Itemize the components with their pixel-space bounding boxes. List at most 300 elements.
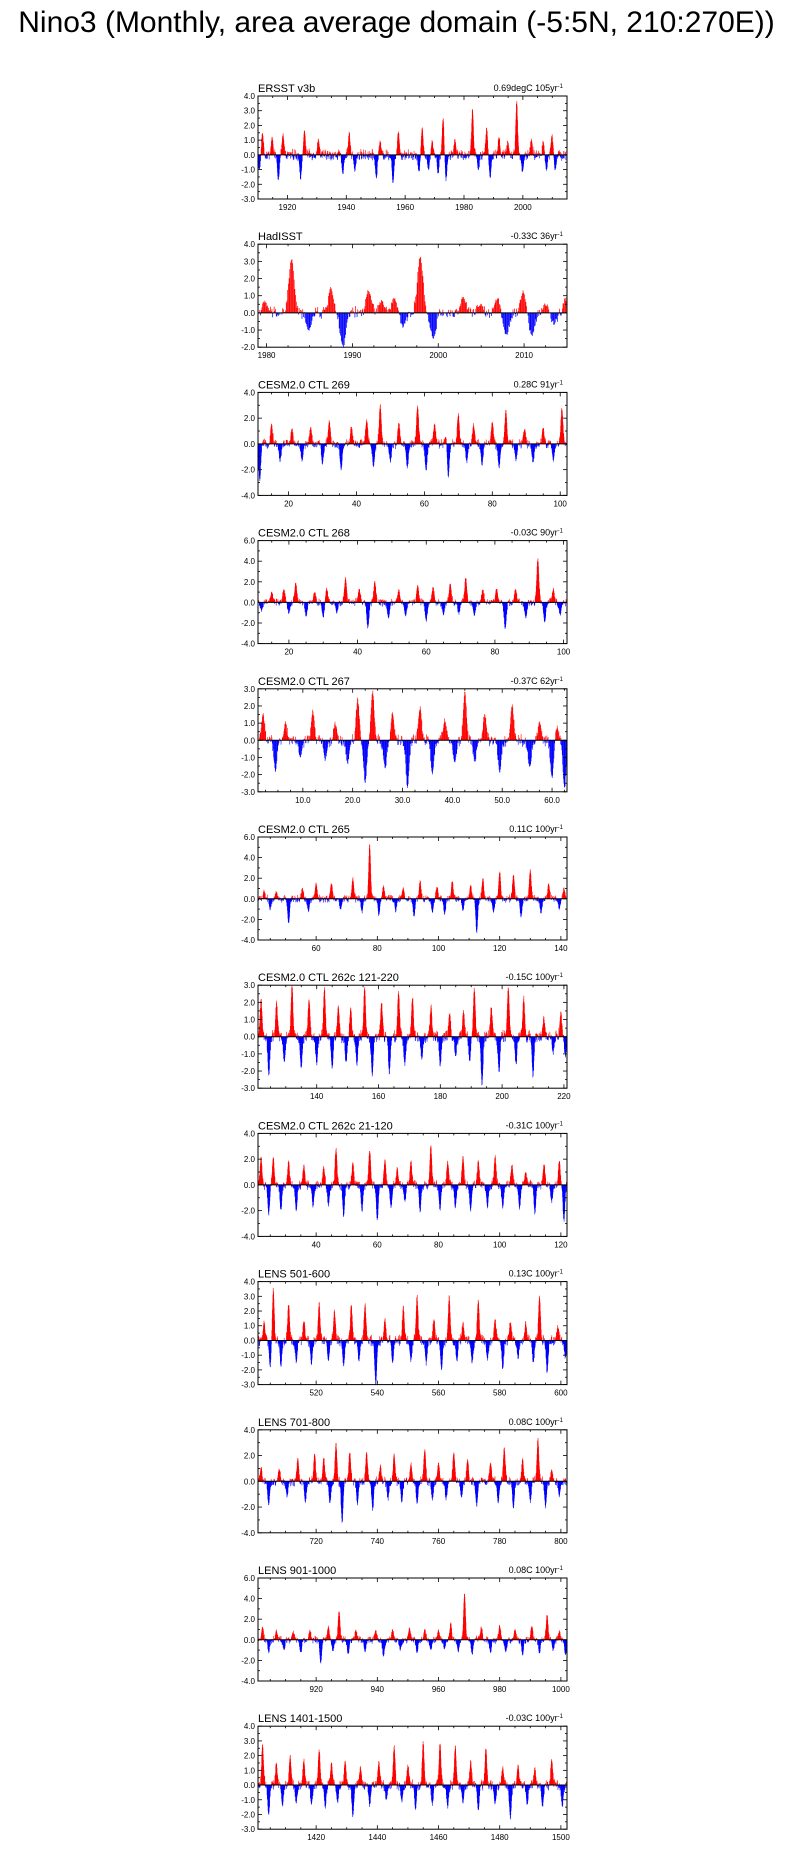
positive-bar: [541, 308, 542, 313]
y-tick-label: 2.0: [243, 577, 255, 587]
positive-bar: [398, 735, 399, 741]
positive-bar: [521, 299, 522, 312]
negative-bar: [450, 155, 451, 160]
negative-bar: [505, 313, 506, 334]
negative-bar: [345, 313, 346, 335]
negative-bar: [506, 313, 507, 334]
positive-bar: [542, 737, 543, 741]
positive-bar: [473, 309, 474, 313]
negative-bar: [472, 313, 473, 317]
plot-frame: [258, 244, 567, 347]
positive-bar: [264, 439, 265, 444]
x-tick-label: 100: [553, 499, 567, 509]
positive-bar: [560, 736, 561, 741]
negative-bar: [503, 313, 504, 327]
negative-bar: [529, 313, 530, 331]
negative-bar: [340, 313, 341, 336]
positive-bar: [465, 301, 466, 313]
positive-bar: [297, 306, 298, 313]
positive-bar: [372, 303, 373, 313]
negative-bar: [290, 155, 291, 159]
positive-bar: [349, 599, 350, 602]
positive-bar: [287, 301, 288, 313]
panel-title: HadISST: [258, 231, 303, 244]
positive-bar: [488, 309, 489, 313]
negative-bar: [501, 313, 502, 318]
positive-bar: [484, 307, 485, 313]
negative-bar: [489, 313, 490, 318]
negative-bar: [310, 313, 311, 328]
positive-bar: [477, 440, 478, 444]
positive-bar: [295, 295, 296, 313]
positive-bar: [372, 304, 373, 313]
positive-bar: [360, 440, 361, 444]
negative-bar: [281, 740, 282, 744]
negative-bar: [304, 313, 305, 318]
positive-bar: [312, 441, 313, 444]
positive-bar: [320, 149, 321, 155]
negative-bar: [502, 313, 503, 318]
negative-bar: [357, 313, 358, 317]
positive-bar: [523, 290, 524, 313]
positive-bar: [424, 295, 425, 313]
positive-bar: [464, 299, 465, 313]
y-tick-label: 4.0: [243, 388, 255, 398]
negative-bar: [368, 740, 369, 744]
positive-bar: [548, 307, 549, 313]
x-tick-label: 40: [352, 499, 361, 509]
x-tick-label: 80: [490, 647, 500, 657]
x-tick-label: 40: [353, 647, 363, 657]
positive-bar: [263, 439, 264, 443]
positive-bar: [411, 440, 412, 444]
negative-bar: [454, 313, 455, 317]
x-tick-label: 20: [284, 499, 294, 509]
positive-bar: [378, 734, 379, 740]
positive-bar: [427, 736, 428, 740]
positive-bar: [267, 306, 268, 313]
positive-bar: [272, 309, 273, 313]
negative-bar: [402, 155, 403, 160]
positive-bar: [307, 735, 308, 740]
positive-bar: [385, 307, 386, 313]
negative-bar: [276, 313, 277, 317]
negative-bar: [548, 444, 549, 448]
negative-bar: [536, 313, 537, 322]
y-tick-label: 1.0: [243, 719, 255, 729]
positive-bar: [263, 302, 264, 313]
x-tick-label: 60: [419, 499, 429, 509]
positive-bar: [493, 307, 494, 312]
positive-bar: [265, 731, 266, 741]
positive-bar: [549, 598, 550, 602]
positive-bar: [333, 299, 334, 313]
positive-bar: [415, 297, 416, 313]
y-tick-label: 6.0: [243, 536, 255, 546]
negative-bar: [534, 313, 535, 326]
positive-bar: [519, 439, 520, 444]
negative-bar: [438, 313, 439, 316]
positive-bar: [295, 737, 296, 741]
negative-bar: [527, 444, 528, 449]
negative-bar: [330, 155, 331, 159]
negative-bar: [305, 313, 306, 323]
negative-bar: [551, 313, 552, 319]
positive-bar: [367, 290, 368, 313]
negative-bar: [405, 313, 406, 321]
negative-bar: [311, 313, 312, 325]
positive-bar: [459, 307, 460, 312]
negative-bar: [433, 313, 434, 338]
negative-bar: [447, 313, 448, 317]
negative-bar: [416, 155, 417, 159]
positive-bar: [289, 278, 290, 313]
positive-bar: [545, 305, 546, 313]
negative-bar: [346, 313, 347, 328]
x-tick-label: 100: [556, 647, 571, 657]
positive-bar: [510, 440, 511, 444]
negative-bar: [320, 313, 321, 316]
negative-bar: [351, 740, 352, 745]
negative-bar: [268, 444, 269, 447]
positive-bar: [294, 440, 295, 443]
positive-bar: [417, 283, 418, 313]
negative-bar: [449, 155, 450, 160]
negative-bar: [430, 155, 431, 160]
positive-bar: [425, 301, 426, 313]
positive-bar: [516, 309, 517, 313]
negative-bar: [510, 313, 511, 320]
negative-bar: [331, 740, 332, 743]
negative-bar: [564, 155, 565, 159]
y-tick-label: -2.0: [241, 343, 255, 353]
negative-bar: [453, 313, 454, 317]
x-tick-label: 2000: [513, 203, 532, 212]
negative-bar: [265, 155, 266, 158]
positive-bar: [551, 598, 552, 603]
positive-bar: [555, 598, 556, 602]
negative-bar: [407, 313, 408, 317]
negative-bar: [342, 313, 343, 345]
negative-bar: [547, 602, 548, 606]
negative-bar: [345, 313, 346, 338]
positive-bar: [421, 263, 422, 313]
y-tick-label: 2.0: [243, 701, 255, 711]
positive-bar: [391, 599, 392, 603]
negative-bar: [337, 444, 338, 448]
positive-bar: [505, 736, 506, 740]
negative-bar: [397, 740, 398, 745]
positive-bar: [494, 305, 495, 313]
negative-bar: [393, 444, 394, 448]
positive-bar: [352, 734, 353, 740]
negative-bar: [485, 444, 486, 447]
positive-bar: [519, 599, 520, 603]
positive-bar: [480, 306, 481, 313]
negative-bar: [400, 313, 401, 323]
negative-bar: [450, 740, 451, 743]
positive-bar: [385, 308, 386, 312]
negative-bar: [344, 313, 345, 345]
positive-bar: [302, 309, 303, 313]
positive-bar: [546, 306, 547, 313]
positive-bar: [289, 269, 290, 313]
positive-bar: [315, 308, 316, 313]
negative-bar: [471, 740, 472, 745]
negative-bar: [450, 313, 451, 316]
positive-bar: [287, 290, 288, 313]
negative-bar: [308, 313, 309, 330]
positive-bar: [543, 305, 544, 313]
negative-bar: [512, 313, 513, 318]
positive-bar: [518, 308, 519, 313]
positive-bar: [290, 262, 291, 312]
negative-bar: [277, 313, 278, 316]
positive-bar: [298, 598, 299, 603]
positive-bar: [379, 736, 380, 740]
negative-bar: [503, 313, 504, 324]
positive-bar: [395, 301, 396, 313]
negative-bar: [433, 313, 434, 339]
positive-bar: [423, 440, 424, 444]
positive-bar: [460, 306, 461, 313]
negative-bar: [306, 313, 307, 324]
negative-bar: [341, 740, 342, 744]
positive-bar: [296, 302, 297, 313]
negative-bar: [533, 313, 534, 333]
negative-bar: [440, 155, 441, 159]
negative-bar: [434, 313, 435, 336]
negative-bar: [553, 313, 554, 325]
negative-bar: [287, 155, 288, 159]
positive-bar: [325, 151, 326, 155]
y-tick-label: 0.0: [243, 439, 255, 449]
negative-bar: [371, 602, 372, 606]
positive-bar: [564, 440, 565, 443]
negative-bar: [533, 313, 534, 332]
positive-bar: [524, 295, 525, 313]
negative-bar: [338, 313, 339, 317]
panel-title: ERSST v3b: [258, 83, 316, 95]
negative-bar: [402, 313, 403, 328]
positive-bar: [494, 437, 495, 444]
positive-bar: [392, 303, 393, 313]
positive-bar: [462, 297, 463, 313]
positive-bar: [338, 736, 339, 741]
positive-bar: [291, 260, 292, 313]
negative-bar: [410, 444, 411, 450]
negative-bar: [267, 444, 268, 449]
positive-bar: [482, 306, 483, 313]
positive-bar: [391, 303, 392, 313]
positive-bar: [559, 309, 560, 313]
positive-bar: [353, 440, 354, 444]
negative-bar: [549, 155, 550, 160]
positive-bar: [413, 734, 414, 740]
positive-bar: [496, 301, 497, 313]
positive-bar: [380, 303, 381, 313]
positive-bar: [519, 303, 520, 313]
plot-frame: [258, 541, 567, 644]
positive-bar: [460, 439, 461, 444]
negative-bar: [376, 444, 377, 450]
negative-bar: [555, 313, 556, 323]
positive-bar: [520, 300, 521, 313]
negative-bar: [507, 602, 508, 609]
trend-label: -0.33C $36yr^{-1}$: [510, 231, 563, 242]
positive-bar: [415, 303, 416, 313]
negative-bar: [282, 444, 283, 449]
negative-bar: [460, 740, 461, 744]
positive-bar: [332, 295, 333, 313]
positive-bar: [362, 309, 363, 313]
negative-bar: [337, 313, 338, 319]
positive-bar: [373, 304, 374, 313]
positive-bar: [544, 304, 545, 313]
positive-bar: [462, 598, 463, 602]
negative-bar: [302, 313, 303, 319]
negative-bar: [405, 313, 406, 324]
positive-bar: [456, 309, 457, 313]
negative-bar: [392, 602, 393, 606]
positive-bar: [292, 263, 293, 313]
positive-bar: [305, 736, 306, 740]
x-tick-label: 2000: [429, 351, 448, 361]
positive-bar: [397, 307, 398, 313]
negative-bar: [362, 155, 363, 158]
negative-bar: [554, 313, 555, 325]
y-tick-label: -1.0: [241, 753, 255, 763]
positive-bar: [499, 304, 500, 313]
positive-bar: [441, 439, 442, 444]
panel-title: CESM2.0 CTL 267: [258, 675, 350, 688]
positive-bar: [330, 289, 331, 312]
positive-bar: [368, 291, 369, 313]
negative-bar: [432, 313, 433, 336]
positive-bar: [423, 283, 424, 313]
negative-bar: [267, 155, 268, 158]
negative-bar: [312, 313, 313, 317]
y-tick-label: -2.0: [241, 465, 255, 475]
positive-bar: [286, 303, 287, 313]
negative-bar: [565, 602, 566, 606]
negative-bar: [401, 313, 402, 324]
positive-bar: [420, 258, 421, 313]
negative-bar: [404, 313, 405, 324]
positive-bar: [264, 301, 265, 313]
positive-bar: [498, 299, 499, 313]
negative-bar: [532, 313, 533, 336]
positive-bar: [319, 735, 320, 740]
positive-bar: [392, 299, 393, 313]
positive-bar: [478, 307, 479, 313]
negative-bar: [378, 740, 379, 743]
negative-bar: [493, 155, 494, 159]
positive-bar: [371, 300, 372, 313]
negative-bar: [537, 313, 538, 317]
positive-bar: [493, 309, 494, 313]
positive-bar: [383, 151, 384, 155]
y-tick-label: -2.0: [241, 770, 255, 780]
positive-bar: [500, 309, 501, 313]
positive-bar: [275, 309, 276, 313]
positive-bar: [495, 300, 496, 313]
positive-bar: [286, 440, 287, 444]
negative-bar: [428, 313, 429, 322]
negative-bar: [463, 155, 464, 160]
negative-bar: [503, 155, 504, 159]
negative-bar: [353, 740, 354, 744]
positive-bar: [366, 297, 367, 313]
panel-title: CESM2.0 CTL 269: [258, 379, 350, 392]
x-tick-label: 1980: [257, 351, 276, 361]
negative-bar: [545, 740, 546, 746]
negative-bar: [429, 313, 430, 323]
positive-bar: [382, 438, 383, 444]
negative-bar: [511, 313, 512, 318]
positive-bar: [564, 299, 565, 313]
positive-bar: [294, 289, 295, 313]
negative-bar: [436, 313, 437, 329]
positive-bar: [334, 303, 335, 313]
negative-bar: [501, 444, 502, 450]
negative-bar: [508, 313, 509, 332]
positive-bar: [386, 307, 387, 313]
positive-bar: [526, 306, 527, 313]
y-tick-label: 3.0: [243, 684, 255, 694]
negative-bar: [272, 313, 273, 317]
positive-bar: [483, 306, 484, 313]
positive-bar: [388, 309, 389, 313]
y-tick-label: -4.0: [241, 639, 255, 649]
positive-bar: [340, 736, 341, 741]
negative-bar: [382, 602, 383, 606]
positive-bar: [565, 298, 566, 313]
positive-bar: [329, 293, 330, 313]
negative-bar: [427, 740, 428, 743]
positive-bar: [262, 307, 263, 313]
negative-bar: [406, 313, 407, 317]
negative-bar: [430, 313, 431, 330]
negative-bar: [496, 444, 497, 449]
positive-bar: [293, 271, 294, 313]
positive-bar: [497, 299, 498, 313]
negative-bar: [525, 740, 526, 744]
positive-bar: [298, 440, 299, 443]
positive-bar: [423, 276, 424, 313]
negative-bar: [307, 313, 308, 327]
positive-bar: [477, 305, 478, 313]
negative-bar: [566, 155, 567, 160]
negative-bar: [512, 444, 513, 448]
positive-bar: [269, 151, 270, 155]
positive-bar: [308, 736, 309, 741]
positive-bar: [264, 303, 265, 313]
positive-bar: [476, 306, 477, 313]
x-tick-label: 1960: [396, 203, 415, 212]
negative-bar: [289, 740, 290, 744]
negative-bar: [443, 444, 444, 448]
positive-bar: [355, 306, 356, 313]
negative-bar: [507, 313, 508, 335]
x-tick-label: 2010: [515, 351, 533, 361]
positive-bar: [420, 257, 421, 313]
positive-bar: [268, 308, 269, 313]
negative-bar: [314, 313, 315, 317]
y-tick-label: 3.0: [243, 257, 255, 267]
positive-bar: [452, 439, 453, 444]
positive-bar: [446, 439, 447, 444]
